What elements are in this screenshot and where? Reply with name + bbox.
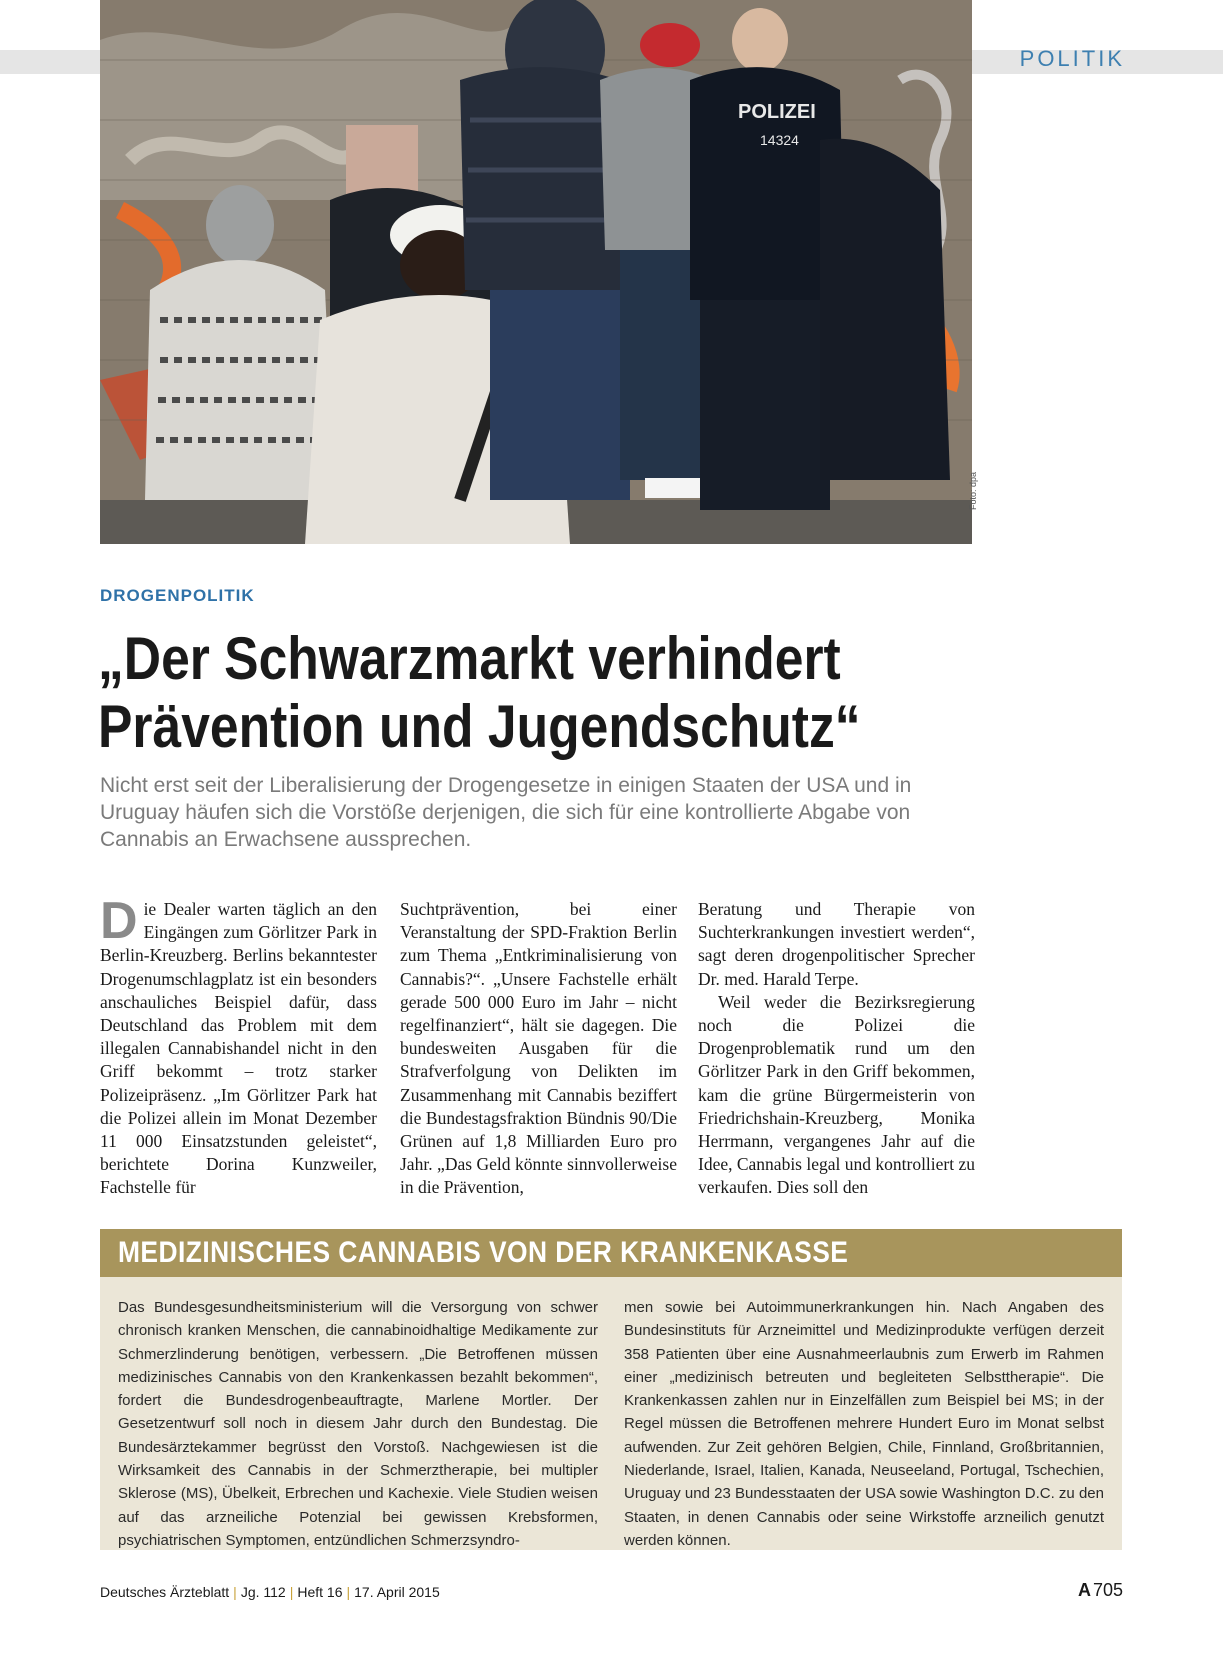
drop-cap: D (100, 898, 138, 950)
issue-date: 17. April 2015 (354, 1584, 440, 1600)
page-footer (100, 1584, 440, 1600)
article-column-2 (400, 898, 677, 1208)
vest-text: POLIZEI (738, 101, 816, 123)
police-check-photo (100, 0, 972, 544)
headline-line-2: Prävention und Jugendschutz“ (98, 693, 861, 760)
column-3-paragraph-1: Beratung und Therapie von Suchterkrankungen investiert werden“, sagt deren drogenpolitischer Sprecher Dr. med. Harald Terpe. (698, 899, 975, 989)
badge-number: 14324 (760, 132, 799, 148)
page-prefix: A (1077, 1580, 1091, 1600)
article-column-1 (100, 898, 377, 1208)
page-number-value: 705 (1092, 1580, 1123, 1600)
section-label: POLITIK (1019, 46, 1125, 71)
article-kicker: DROGENPOLITIK (100, 586, 255, 605)
column-2-text: Suchtprävention, bei einer Veranstaltung der SPD-Fraktion Berlin zum Thema „Entkriminalisierung von Cannabis?“. „Unsere Fachstelle erhält gerade 500 000 Euro im Jahr – nicht regelfinanziert“, hält sie dagegen. Die bundesweiten Ausgaben für die Strafverfolgung von Delikten im Zusammenhang mit Cannabis beziffert die Bundestagsfraktion Bündnis 90/Die Grünen auf 1,8 Milliarden Euro pro Jahr. „Das Geld könnte sinnvollerweise in die Prävention, (400, 899, 677, 1198)
journal-volume: Jg. 112 (240, 1584, 286, 1600)
headline-line-1: „Der Schwarzmarkt verhindert (98, 625, 841, 692)
article-photo (100, 0, 972, 544)
column-1-text: ie Dealer warten täglich an den Eingängen zum Görlitzer Park in Berlin-Kreuzberg. Berlins bekanntester Drogenumschlagplatz ist ein besonders anschauliches Beispiel dafür, dass Deutschland das Problem mit dem illegalen Cannabishandel nicht in den Griff bekommt – trotz starker Polizeipräsenz. „Im Görlitzer Park hat die Polizei allein im Monat Dezember 11 000 Einsatzstunden geleistet“, berichtete Dorina Kunzweiler, Fachstelle für (100, 899, 377, 1198)
column-3-paragraph-2: Weil weder die Bezirksregierung noch die Polizei die Drogenproblematik rund um den Görlitzer Park in den Griff bekommen, kam die grüne Bürgermeisterin von Friedrichshain-Kreuzberg, Monika Herrmann, vergangenes Jahr auf die Idee, Cannabis legal und kontrolliert zu verkaufen. Dies soll den (698, 991, 975, 1198)
article-standfirst: Nicht erst seit der Liberalisierung der Drogengesetze in einigen Staaten der USA und in Uruguay häufen sich die Vorstöße derjenigen, die sich für eine kontrollierte Abgabe von Cannabis an Erwachsene aussprechen. (100, 774, 912, 851)
footer-separator: | (346, 1584, 351, 1600)
article-headline (98, 625, 872, 761)
info-box-column-1: Das Bundesgesundheitsministerium will die Versorgung von schwer chronisch kranken Menschen, die cannabinoidhaltige Medikamente zur Schmerzlinderung benötigen, verbessern. „Die Betroffenen müssen medizinisches Cannabis von den Krankenkassen bezahlt bekommen“, fordert die Bundesdrogenbeauftragte, Marlene Mortler. Der Gesetzentwurf soll noch in diesem Jahr durch den Bundestag. Die Bundesärztekammer begrüsst den Vorstoß. Nachgewiesen ist die Wirksamkeit des Cannabis in der Schmerztherapie, bei multipler Sklerose (MS), Übelkeit, Erbrechen und Kachexie. Viele Studien weisen auf das arzneiliche Potenzial bei gewissen Krebsformen, psychiatrischen Symptomen, entzündlichen Schmerzsyndro- (118, 1299, 598, 1549)
journal-name: Deutsches Ärzteblatt (100, 1584, 230, 1600)
info-box-column-2: men sowie bei Autoimmunerkrankungen hin. Nach Angaben des Bundesinstituts für Arzneimittel und Medizinprodukte verfügen derzeit 358 Patienten über eine Ausnahmeerlaubnis zum Erwerb im Rahmen einer „medizinisch betreuten und begleiteten Selbsttherapie“. Die Krankenkassen zahlen nur in Einzelfällen zum Beispiel bei MS; in der Regel müssen die Betroffenen mehrere Hundert Euro im Monat selbst aufwenden. Zur Zeit gehören Belgien, Chile, Finnland, Großbritannien, Niederlande, Israel, Italien, Kanada, Neuseeland, Portugal, Tschechien, Uruguay und 23 Bundesstaaten der USA sowie Washington D.C. zu den Staaten, in denen Cannabis oder seine Wirkstoffe arzneilich genutzt werden können. (624, 1299, 1104, 1549)
page-number (1078, 1580, 1123, 1601)
info-box-title: MEDIZINISCHES CANNABIS VON DER KRANKENKASSE (118, 1236, 849, 1269)
journal-issue: Heft 16 (297, 1584, 343, 1600)
article-column-3 (698, 898, 975, 1208)
footer-separator: | (289, 1584, 294, 1600)
footer-separator: | (233, 1584, 237, 1600)
photo-credit: Foto: dpa (968, 471, 978, 510)
